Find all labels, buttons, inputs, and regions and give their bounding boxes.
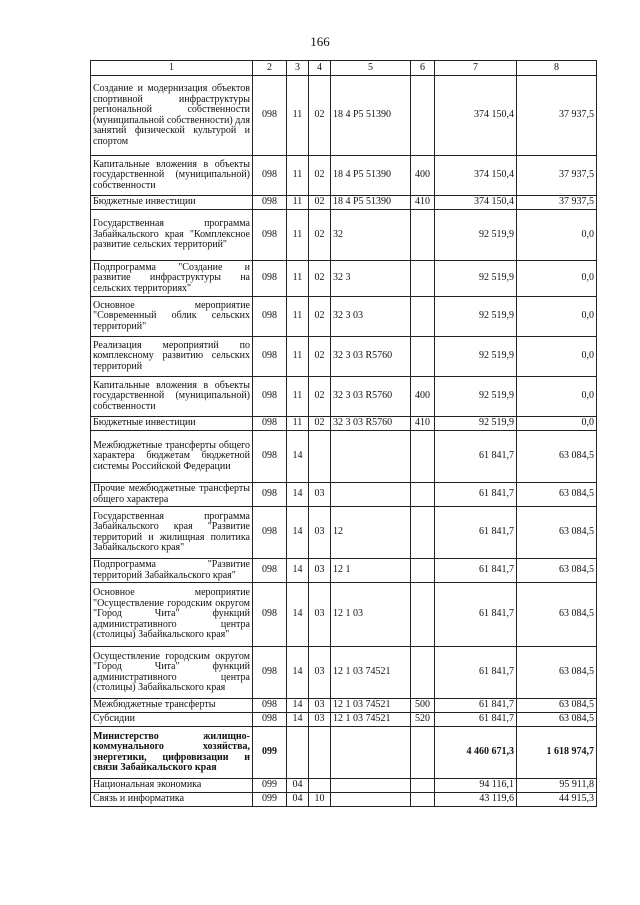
row-expense-type: 410 [411, 417, 435, 431]
row-subsection-code: 03 [309, 583, 331, 647]
row-section-code [287, 727, 309, 779]
row-section-code: 11 [287, 156, 309, 196]
row-amount-year1: 61 841,7 [435, 431, 517, 483]
row-amount-year1: 374 150,4 [435, 76, 517, 156]
row-amount-year1: 374 150,4 [435, 156, 517, 196]
table-row [91, 483, 597, 507]
row-amount-year1: 61 841,7 [435, 507, 517, 559]
row-target-code: 32 3 03 R5760 [331, 377, 411, 417]
row-subsection-code: 03 [309, 699, 331, 713]
row-amount-year2: 0,0 [517, 297, 597, 337]
row-expense-type: 410 [411, 196, 435, 210]
row-amount-year1: 61 841,7 [435, 583, 517, 647]
table-row [91, 210, 597, 261]
row-section-code: 14 [287, 559, 309, 583]
row-description: Прочие межбюджетные трансферты общего характера [91, 483, 253, 507]
row-target-code: 32 3 03 [331, 297, 411, 337]
row-amount-year1: 92 519,9 [435, 261, 517, 297]
row-target-code [331, 727, 411, 779]
row-description: Подпрограмма "Создание и развитие инфраструктуры на сельских территориях" [91, 261, 253, 297]
row-ministry-code: 098 [253, 699, 287, 713]
row-description: Бюджетные инвестиции [91, 196, 253, 210]
row-ministry-code: 098 [253, 417, 287, 431]
row-amount-year1: 61 841,7 [435, 483, 517, 507]
row-subsection-code: 02 [309, 196, 331, 210]
row-description: Капитальные вложения в объекты государственной (муниципальной) собственности [91, 377, 253, 417]
row-expense-type [411, 431, 435, 483]
table-row [91, 337, 597, 377]
row-description: Реализация мероприятий по комплексному развитию сельских территорий [91, 337, 253, 377]
row-description: Государственная программа Забайкальского края "Развитие территорий и жилищная политика Забайкальского края" [91, 507, 253, 559]
row-amount-year2: 44 915,3 [517, 793, 597, 807]
table-row [91, 647, 597, 699]
row-expense-type [411, 297, 435, 337]
row-description: Основное мероприятие "Современный облик сельских территорий" [91, 297, 253, 337]
row-section-code: 14 [287, 483, 309, 507]
table-row [91, 559, 597, 583]
row-description: Подпрограмма "Развитие территорий Забайкальского края" [91, 559, 253, 583]
row-amount-year1: 4 460 671,3 [435, 727, 517, 779]
row-target-code: 12 1 03 [331, 583, 411, 647]
row-ministry-code: 098 [253, 76, 287, 156]
row-subsection-code: 02 [309, 297, 331, 337]
row-ministry-code: 098 [253, 261, 287, 297]
row-section-code: 04 [287, 793, 309, 807]
row-amount-year2: 63 084,5 [517, 507, 597, 559]
budget-table [90, 60, 597, 807]
row-expense-type: 500 [411, 699, 435, 713]
row-section-code: 04 [287, 779, 309, 793]
row-target-code [331, 483, 411, 507]
row-ministry-code: 098 [253, 559, 287, 583]
row-subsection-code [309, 431, 331, 483]
row-section-code: 11 [287, 297, 309, 337]
table-row [91, 417, 597, 431]
row-ministry-code: 098 [253, 196, 287, 210]
row-subsection-code: 02 [309, 337, 331, 377]
row-amount-year2: 0,0 [517, 261, 597, 297]
table-row [91, 297, 597, 337]
row-description: Капитальные вложения в объекты государственной (муниципальной) собственности [91, 156, 253, 196]
row-target-code: 18 4 P5 51390 [331, 196, 411, 210]
row-amount-year2: 63 084,5 [517, 583, 597, 647]
row-description: Государственная программа Забайкальского края "Комплексное развитие сельских территорий" [91, 210, 253, 261]
row-amount-year2: 63 084,5 [517, 559, 597, 583]
row-section-code: 11 [287, 196, 309, 210]
row-description: Бюджетные инвестиции [91, 417, 253, 431]
row-description: Национальная экономика [91, 779, 253, 793]
row-ministry-code: 099 [253, 779, 287, 793]
row-expense-type [411, 793, 435, 807]
row-subsection-code: 02 [309, 261, 331, 297]
row-expense-type [411, 210, 435, 261]
row-amount-year1: 374 150,4 [435, 196, 517, 210]
row-target-code: 18 4 P5 51390 [331, 156, 411, 196]
row-subsection-code: 02 [309, 377, 331, 417]
row-target-code: 32 [331, 210, 411, 261]
row-expense-type [411, 647, 435, 699]
row-section-code: 11 [287, 210, 309, 261]
row-ministry-code: 098 [253, 483, 287, 507]
row-description: Создание и модернизация объектов спортивной инфраструктуры региональной собственности (муниципальной собственности) для занятий физической культурой и спортом [91, 76, 253, 156]
table-row [91, 583, 597, 647]
row-subsection-code: 02 [309, 156, 331, 196]
row-amount-year2: 0,0 [517, 377, 597, 417]
table-row [91, 727, 597, 779]
row-description: Осуществление городским округом "Город Чита" функций административного центра (столицы) Забайкальского края [91, 647, 253, 699]
row-expense-type: 520 [411, 713, 435, 727]
col-header-3: 3 [287, 61, 309, 76]
row-expense-type [411, 483, 435, 507]
row-expense-type [411, 261, 435, 297]
row-expense-type [411, 559, 435, 583]
row-section-code: 14 [287, 507, 309, 559]
row-section-code: 14 [287, 647, 309, 699]
row-amount-year2: 63 084,5 [517, 431, 597, 483]
row-target-code: 32 3 [331, 261, 411, 297]
row-ministry-code: 098 [253, 377, 287, 417]
col-header-4: 4 [309, 61, 331, 76]
row-subsection-code: 03 [309, 559, 331, 583]
row-expense-type [411, 583, 435, 647]
row-amount-year1: 61 841,7 [435, 647, 517, 699]
row-amount-year2: 63 084,5 [517, 713, 597, 727]
row-section-code: 11 [287, 337, 309, 377]
table-row [91, 713, 597, 727]
row-description: Межбюджетные трансферты общего характера бюджетам бюджетной системы Российской Федерации [91, 431, 253, 483]
row-expense-type [411, 727, 435, 779]
row-section-code: 11 [287, 76, 309, 156]
table-row [91, 377, 597, 417]
row-amount-year2: 37 937,5 [517, 76, 597, 156]
row-description: Основное мероприятие "Осуществление городским округом "Город Чита" функций административного центра (столицы) Забайкальского края" [91, 583, 253, 647]
row-ministry-code: 098 [253, 507, 287, 559]
row-amount-year1: 92 519,9 [435, 210, 517, 261]
table-row [91, 431, 597, 483]
row-subsection-code [309, 727, 331, 779]
col-header-6: 6 [411, 61, 435, 76]
row-description: Межбюджетные трансферты [91, 699, 253, 713]
row-amount-year1: 92 519,9 [435, 337, 517, 377]
row-amount-year2: 63 084,5 [517, 647, 597, 699]
row-subsection-code: 03 [309, 483, 331, 507]
table-row [91, 779, 597, 793]
row-target-code: 12 [331, 507, 411, 559]
row-amount-year1: 92 519,9 [435, 377, 517, 417]
row-amount-year1: 92 519,9 [435, 297, 517, 337]
row-amount-year1: 61 841,7 [435, 699, 517, 713]
table-body [91, 76, 597, 807]
row-ministry-code: 098 [253, 156, 287, 196]
row-expense-type [411, 779, 435, 793]
row-amount-year2: 0,0 [517, 210, 597, 261]
row-target-code [331, 779, 411, 793]
row-expense-type [411, 507, 435, 559]
col-header-7: 7 [435, 61, 517, 76]
table-row [91, 196, 597, 210]
row-target-code: 12 1 03 74521 [331, 713, 411, 727]
row-target-code: 32 3 03 R5760 [331, 337, 411, 377]
row-ministry-code: 098 [253, 297, 287, 337]
row-expense-type [411, 337, 435, 377]
col-header-1: 1 [91, 61, 253, 76]
row-subsection-code: 02 [309, 210, 331, 261]
row-amount-year2: 0,0 [517, 337, 597, 377]
row-description: Связь и информатика [91, 793, 253, 807]
row-ministry-code: 099 [253, 793, 287, 807]
row-ministry-code: 098 [253, 431, 287, 483]
row-subsection-code: 03 [309, 713, 331, 727]
row-amount-year1: 94 116,1 [435, 779, 517, 793]
row-amount-year2: 1 618 974,7 [517, 727, 597, 779]
row-amount-year2: 63 084,5 [517, 699, 597, 713]
col-header-8: 8 [517, 61, 597, 76]
row-expense-type [411, 76, 435, 156]
row-amount-year2: 37 937,5 [517, 196, 597, 210]
row-subsection-code: 03 [309, 647, 331, 699]
row-section-code: 11 [287, 377, 309, 417]
row-amount-year2: 95 911,8 [517, 779, 597, 793]
row-target-code: 32 3 03 R5760 [331, 417, 411, 431]
row-amount-year2: 0,0 [517, 417, 597, 431]
row-section-code: 14 [287, 713, 309, 727]
row-description: Субсидии [91, 713, 253, 727]
row-ministry-code: 098 [253, 713, 287, 727]
row-amount-year2: 63 084,5 [517, 483, 597, 507]
row-ministry-code: 098 [253, 583, 287, 647]
row-subsection-code: 10 [309, 793, 331, 807]
row-section-code: 14 [287, 583, 309, 647]
row-ministry-code: 098 [253, 210, 287, 261]
row-target-code: 18 4 P5 51390 [331, 76, 411, 156]
row-ministry-code: 098 [253, 647, 287, 699]
row-section-code: 14 [287, 699, 309, 713]
header-row [91, 61, 597, 76]
row-expense-type: 400 [411, 156, 435, 196]
row-target-code [331, 793, 411, 807]
row-amount-year1: 43 119,6 [435, 793, 517, 807]
row-ministry-code: 099 [253, 727, 287, 779]
row-target-code: 12 1 [331, 559, 411, 583]
row-subsection-code [309, 779, 331, 793]
col-header-5: 5 [331, 61, 411, 76]
row-subsection-code: 02 [309, 76, 331, 156]
row-amount-year1: 61 841,7 [435, 713, 517, 727]
table-row [91, 76, 597, 156]
row-description: Министерство жилищно-коммунального хозяйства, энергетики, цифровизации и связи Забайкальского края [91, 727, 253, 779]
row-section-code: 14 [287, 431, 309, 483]
row-amount-year1: 61 841,7 [435, 559, 517, 583]
row-amount-year2: 37 937,5 [517, 156, 597, 196]
table-row [91, 507, 597, 559]
row-subsection-code: 02 [309, 417, 331, 431]
row-target-code: 12 1 03 74521 [331, 647, 411, 699]
table-row [91, 793, 597, 807]
table-row [91, 156, 597, 196]
row-amount-year1: 92 519,9 [435, 417, 517, 431]
row-section-code: 11 [287, 261, 309, 297]
col-header-2: 2 [253, 61, 287, 76]
table-row [91, 261, 597, 297]
row-section-code: 11 [287, 417, 309, 431]
row-target-code [331, 431, 411, 483]
row-expense-type: 400 [411, 377, 435, 417]
row-target-code: 12 1 03 74521 [331, 699, 411, 713]
row-ministry-code: 098 [253, 337, 287, 377]
row-subsection-code: 03 [309, 507, 331, 559]
page-number: 166 [310, 34, 330, 49]
table-row [91, 699, 597, 713]
